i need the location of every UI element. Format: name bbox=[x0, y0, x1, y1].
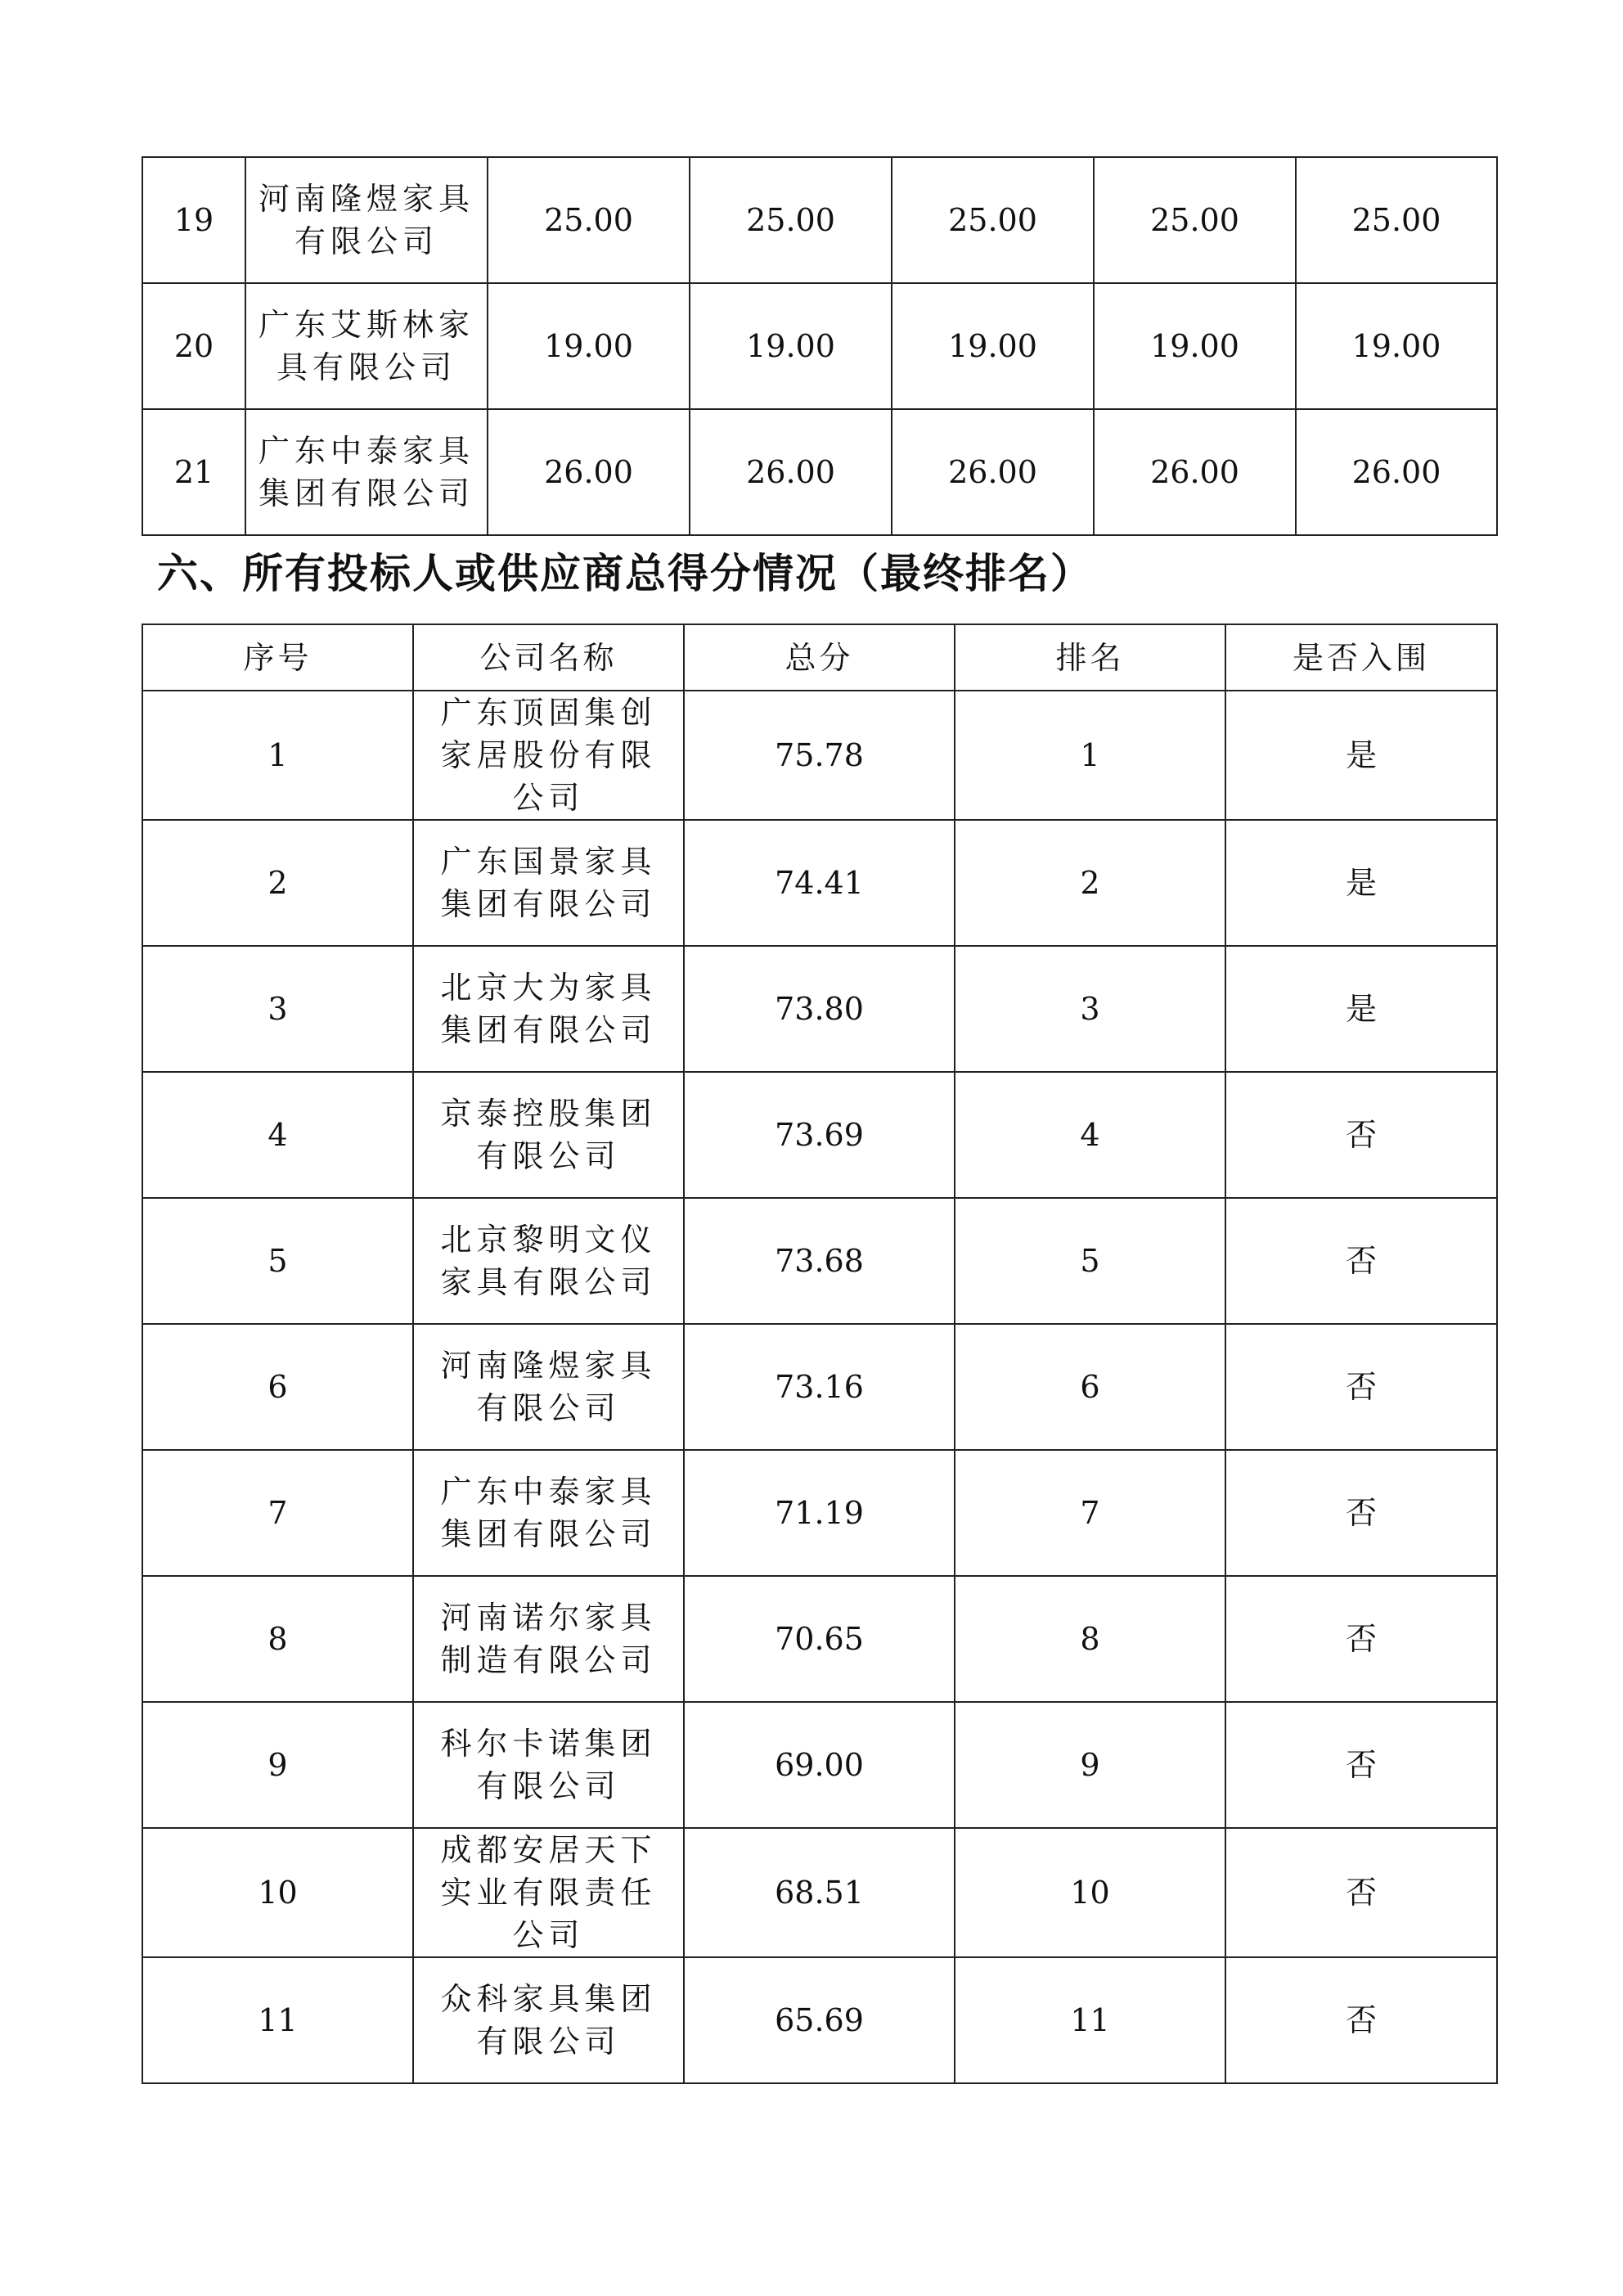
company-name: 众科家具集团有限公司 bbox=[413, 1957, 684, 2083]
serial-number: 6 bbox=[142, 1324, 413, 1450]
score-cell: 25.00 bbox=[488, 157, 690, 283]
serial-number: 11 bbox=[142, 1957, 413, 2083]
total-score: 74.41 bbox=[684, 820, 955, 946]
table-row bbox=[142, 1828, 1497, 1957]
score-cell: 19.00 bbox=[1296, 283, 1497, 409]
table-row bbox=[142, 1702, 1497, 1828]
rank: 4 bbox=[955, 1072, 1225, 1198]
table-row bbox=[142, 691, 1497, 820]
shortlisted-status: 否 bbox=[1225, 1828, 1497, 1957]
rank: 1 bbox=[955, 691, 1225, 820]
rank: 2 bbox=[955, 820, 1225, 946]
score-cell: 25.00 bbox=[1094, 157, 1296, 283]
shortlisted-status: 是 bbox=[1225, 691, 1497, 820]
header-shortlisted: 是否入围 bbox=[1225, 624, 1497, 691]
company-name: 河南诺尔家具制造有限公司 bbox=[413, 1576, 684, 1702]
table-row bbox=[142, 283, 1497, 409]
serial-number: 2 bbox=[142, 820, 413, 946]
score-cell: 19.00 bbox=[892, 283, 1094, 409]
final-ranking-table bbox=[142, 624, 1498, 2084]
company-name: 广东艾斯林家具有限公司 bbox=[245, 283, 488, 409]
total-score: 73.68 bbox=[684, 1198, 955, 1324]
serial-number: 7 bbox=[142, 1450, 413, 1576]
serial-number: 10 bbox=[142, 1828, 413, 1957]
shortlisted-status: 否 bbox=[1225, 1072, 1497, 1198]
header-serial-number: 序号 bbox=[142, 624, 413, 691]
shortlisted-status: 否 bbox=[1225, 1576, 1497, 1702]
ranking-table-body bbox=[142, 691, 1497, 2083]
header-rank: 排名 bbox=[955, 624, 1225, 691]
table-row bbox=[142, 157, 1497, 283]
shortlisted-status: 是 bbox=[1225, 946, 1497, 1072]
company-name: 广东国景家具集团有限公司 bbox=[413, 820, 684, 946]
total-score: 69.00 bbox=[684, 1702, 955, 1828]
serial-number: 3 bbox=[142, 946, 413, 1072]
shortlisted-status: 否 bbox=[1225, 1324, 1497, 1450]
total-score: 65.69 bbox=[684, 1957, 955, 2083]
table-row bbox=[142, 1324, 1497, 1450]
total-score: 73.69 bbox=[684, 1072, 955, 1198]
rank: 11 bbox=[955, 1957, 1225, 2083]
row-number: 19 bbox=[142, 157, 245, 283]
serial-number: 1 bbox=[142, 691, 413, 820]
shortlisted-status: 否 bbox=[1225, 1957, 1497, 2083]
score-cell: 19.00 bbox=[690, 283, 892, 409]
table-row bbox=[142, 409, 1497, 535]
score-detail-table-body bbox=[142, 157, 1497, 535]
row-number: 20 bbox=[142, 283, 245, 409]
serial-number: 5 bbox=[142, 1198, 413, 1324]
rank: 10 bbox=[955, 1828, 1225, 1957]
score-cell: 25.00 bbox=[690, 157, 892, 283]
company-name: 广东顶固集创家居股份有限公司 bbox=[413, 691, 684, 820]
company-name: 河南隆煜家具有限公司 bbox=[413, 1324, 684, 1450]
table-row bbox=[142, 946, 1497, 1072]
score-cell: 26.00 bbox=[892, 409, 1094, 535]
rank: 6 bbox=[955, 1324, 1225, 1450]
company-name: 北京大为家具集团有限公司 bbox=[413, 946, 684, 1072]
score-cell: 19.00 bbox=[488, 283, 690, 409]
serial-number: 8 bbox=[142, 1576, 413, 1702]
score-cell: 26.00 bbox=[690, 409, 892, 535]
total-score: 73.16 bbox=[684, 1324, 955, 1450]
score-cell: 19.00 bbox=[1094, 283, 1296, 409]
rank: 8 bbox=[955, 1576, 1225, 1702]
header-company-name: 公司名称 bbox=[413, 624, 684, 691]
score-cell: 26.00 bbox=[488, 409, 690, 535]
total-score: 70.65 bbox=[684, 1576, 955, 1702]
rank: 9 bbox=[955, 1702, 1225, 1828]
shortlisted-status: 否 bbox=[1225, 1450, 1497, 1576]
score-cell: 26.00 bbox=[1094, 409, 1296, 535]
total-score: 68.51 bbox=[684, 1828, 955, 1957]
total-score: 71.19 bbox=[684, 1450, 955, 1576]
rank: 3 bbox=[955, 946, 1225, 1072]
row-number: 21 bbox=[142, 409, 245, 535]
total-score: 73.80 bbox=[684, 946, 955, 1072]
company-name: 河南隆煜家具有限公司 bbox=[245, 157, 488, 283]
score-cell: 25.00 bbox=[892, 157, 1094, 283]
company-name: 北京黎明文仪家具有限公司 bbox=[413, 1198, 684, 1324]
shortlisted-status: 是 bbox=[1225, 820, 1497, 946]
ranking-header-row bbox=[142, 624, 1497, 691]
total-score: 75.78 bbox=[684, 691, 955, 820]
shortlisted-status: 否 bbox=[1225, 1702, 1497, 1828]
score-cell: 25.00 bbox=[1296, 157, 1497, 283]
header-total-score: 总分 bbox=[684, 624, 955, 691]
company-name: 成都安居天下实业有限责任公司 bbox=[413, 1828, 684, 1957]
table-row bbox=[142, 1072, 1497, 1198]
serial-number: 4 bbox=[142, 1072, 413, 1198]
section-heading: 六、所有投标人或供应商总得分情况（最终排名） bbox=[157, 550, 1093, 597]
table-row bbox=[142, 820, 1497, 946]
company-name: 京泰控股集团有限公司 bbox=[413, 1072, 684, 1198]
table-row bbox=[142, 1198, 1497, 1324]
company-name: 广东中泰家具集团有限公司 bbox=[413, 1450, 684, 1576]
serial-number: 9 bbox=[142, 1702, 413, 1828]
table-row bbox=[142, 1450, 1497, 1576]
table-row bbox=[142, 1957, 1497, 2083]
shortlisted-status: 否 bbox=[1225, 1198, 1497, 1324]
company-name: 科尔卡诺集团有限公司 bbox=[413, 1702, 684, 1828]
rank: 5 bbox=[955, 1198, 1225, 1324]
score-detail-table-continued bbox=[142, 156, 1498, 536]
rank: 7 bbox=[955, 1450, 1225, 1576]
company-name: 广东中泰家具集团有限公司 bbox=[245, 409, 488, 535]
table-row bbox=[142, 1576, 1497, 1702]
score-cell: 26.00 bbox=[1296, 409, 1497, 535]
